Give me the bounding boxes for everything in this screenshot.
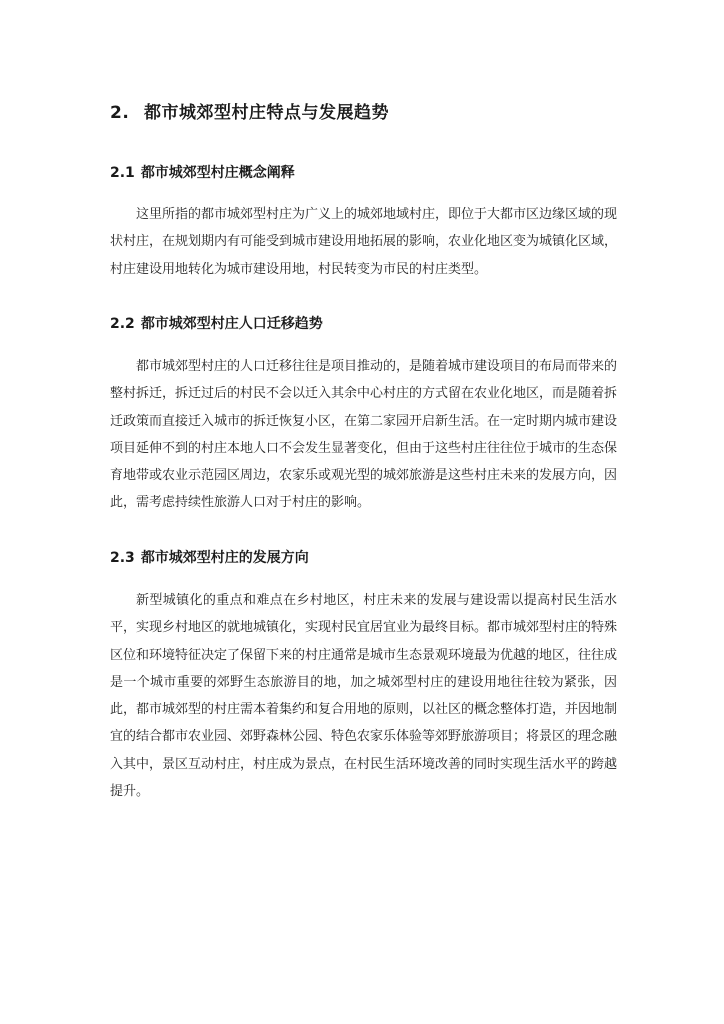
- section-title: 都市城郊型村庄人口迁移趋势: [140, 316, 323, 332]
- section-heading-2-1: [110, 162, 295, 182]
- section-paragraph-2-3: 新型城镇化的重点和难点在乡村地区，村庄未来的发展与建设需以提高村民生活水平，实现乡村地区的就地城镇化，实现村民宜居宜业为最终目标。都市城郊型村庄的特殊区位和环境特征决定了保留下来的村庄通常是城市生态景观环境最为优越的地区，往往成是一个城市重要的郊野生态旅游目的地，加之城郊型村庄的建设用地往往较为紧张，因此，都市城郊型的村庄需本着集约和复合用地的原则，以社区的概念整体打造，并因地制宜的结合都市农业园、郊野森林公园、特色农家乐体验等郊野旅游项目；将景区的理念融入其中，景区互动村庄，村庄成为景点，在村民生活环境改善的同时实现生活水平的跨越提升。: [110, 593, 618, 800]
- section-paragraph-2-2: 都市城郊型村庄的人口迁移往往是项目推动的，是随着城市建设项目的布局而带来的整村拆迁，拆迁过后的村民不会以迁入其余中心村庄的方式留在农业化地区，而是随着拆迁政策而直接迁入城市的拆迁恢复小区，在第二家园开启新生活。在一定时期内城市建设项目延伸不到的村庄本地人口不会发生显著变化，但由于这些村庄往往位于城市的生态保育地带或农业示范园区周边，农家乐或观光型的城郊旅游是这些村庄未来的发展方向，因此，需考虑持续性旅游人口对于村庄的影响。: [110, 359, 618, 511]
- section-title: 都市城郊型村庄的发展方向: [140, 550, 309, 566]
- section-title: 都市城郊型村庄概念阐释: [140, 165, 295, 181]
- section-heading-2-2: [110, 313, 323, 333]
- chapter-title-text: 都市城郊型村庄特点与发展趋势: [144, 103, 389, 123]
- section-paragraph-2-1: 这里所指的都市城郊型村庄为广义上的城郊地域村庄，即位于大都市区边缘区域的现状村庄，在规划期内有可能受到城市建设用地拓展的影响，农业化地区变为城镇化区域，村庄建设用地转化为城市建设用地，村民转变为市民的村庄类型。: [110, 207, 618, 277]
- chapter-title: [110, 98, 389, 123]
- section-number: 2.1: [110, 165, 135, 181]
- section-heading-2-3: [110, 547, 309, 567]
- section-number: 2.2: [110, 316, 135, 332]
- section-number: 2.3: [110, 550, 135, 566]
- chapter-number: 2.: [110, 103, 130, 123]
